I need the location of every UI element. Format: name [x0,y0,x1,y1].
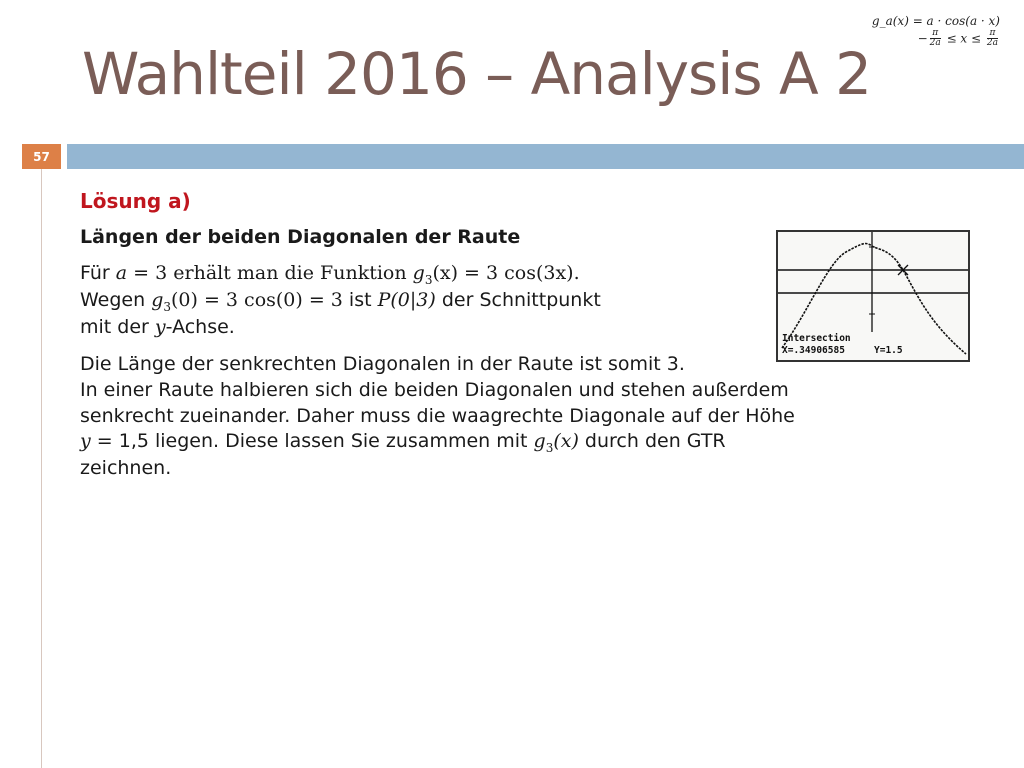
math-variable: a [115,261,128,284]
text-run: -Achse. [165,315,235,338]
formula-line-1: g_a(x) = a · cos(a · x) [871,14,1000,28]
paragraph-line: In einer Raute halbieren sich die beiden Diagonalen und stehen außerdem [80,378,789,401]
formula-line-2 [780,29,1000,49]
calculator-x-readout: X=.34906585 [782,345,845,356]
formula-fraction-left [930,29,941,49]
math-expression: (0) = 3 cos(0) = 3 [171,288,343,311]
paragraph-explanation [80,352,960,482]
paragraph-line [80,261,770,288]
fraction-denominator: 2a [986,38,998,49]
solution-subheading: Lösung a) [80,189,191,213]
section-heading: Längen der beiden Diagonalen der Raute [80,226,521,248]
text-run: mit der [80,315,155,338]
paragraph-line: senkrecht zueinander. Daher muss die waagrechte Diagonale auf der Höhe [80,404,795,427]
paragraph-line [80,288,770,315]
text-run: = 1,5 liegen. Diese lassen Sie zusammen mit [90,430,534,453]
math-variable: y [154,315,166,338]
math-point: P(0|3) [377,288,436,311]
fraction-numerator: π [987,29,998,39]
math-function: g [151,288,164,311]
text-run: Wegen [80,288,152,311]
math-variable: y [80,430,91,453]
text-run: = 3 erhält man die Funktion [127,261,413,284]
paragraph-line: Die Länge der senkrechten Diagonalen in der Raute ist somit 3. [80,353,685,376]
math-function: g [533,430,546,453]
math-subscript: 3 [545,440,554,455]
formula-box [780,14,1000,49]
math-function: g [412,261,425,284]
paragraph-line [80,315,770,341]
math-subscript: 3 [424,272,433,287]
calculator-intersection-label: Intersection [782,333,851,344]
fraction-numerator: π [930,29,941,39]
slide-number-badge: 57 [22,144,61,169]
calculator-y-readout: Y=1.5 [874,345,903,356]
text-run: der Schnittpunkt [435,288,601,311]
header-bar [67,144,1024,169]
fraction-denominator: 2a [929,38,941,49]
text-run: Für [80,261,116,284]
formula-fraction-right [987,29,998,49]
page-title: Wahlteil 2016 – Analysis A 2 [82,40,872,108]
formula-minus: − [917,31,928,46]
calculator-screenshot [776,230,970,362]
text-run: ist [342,288,378,311]
math-expression: (x) = 3 cos(3x). [432,261,580,284]
text-run: durch den GTR [578,430,726,453]
math-subscript: 3 [163,299,172,314]
left-divider [41,169,42,768]
paragraph-line [80,429,960,456]
math-expression: (x) [553,430,579,453]
paragraph-line: zeichnen. [80,457,172,480]
formula-inequality: ≤ x ≤ [946,31,982,46]
paragraph-function [80,261,770,341]
